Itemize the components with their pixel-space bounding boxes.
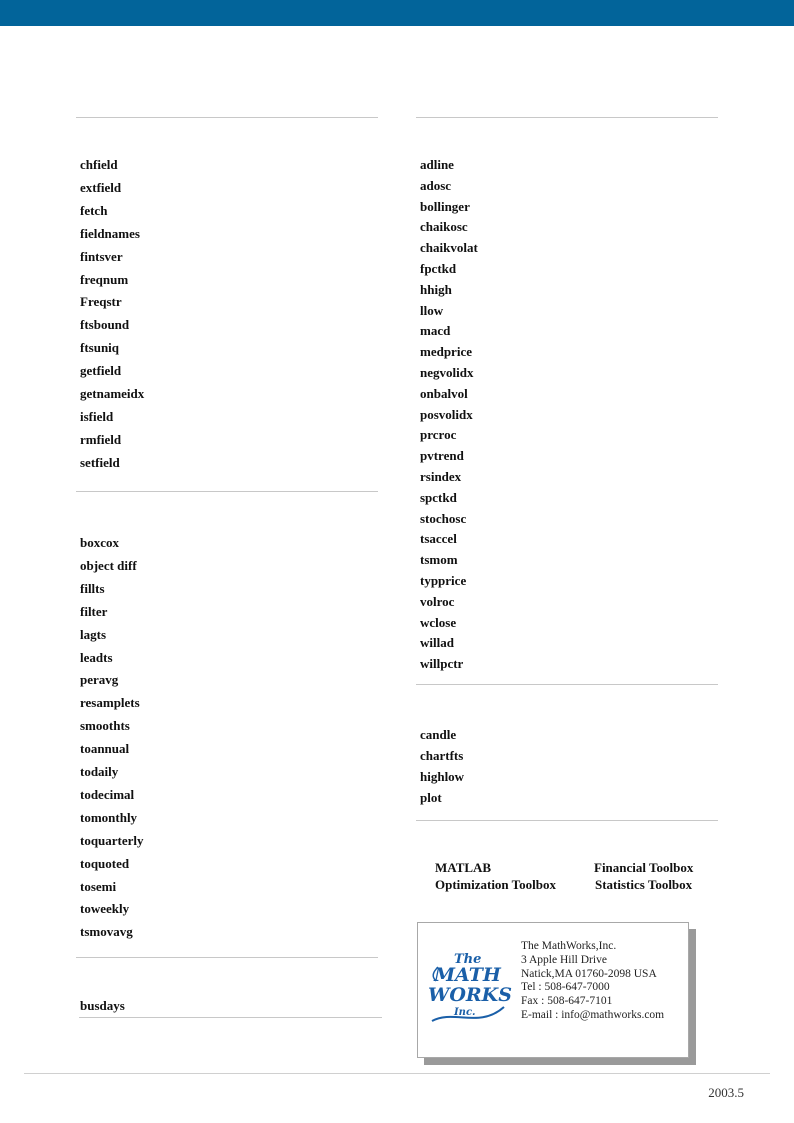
function-name: toquoted	[80, 855, 130, 871]
function-name: tomonthly	[80, 809, 138, 825]
toolbox-statistics: Statistics Toolbox	[595, 877, 693, 892]
function-name: extfield	[80, 179, 122, 195]
function-name: adline	[420, 157, 454, 172]
function-name: getnameidx	[80, 386, 145, 401]
function-name: rmfield	[80, 431, 122, 447]
function-name: getfield	[80, 363, 122, 379]
function-name: peravg	[80, 672, 119, 688]
function-name: bollinger	[420, 198, 470, 214]
function-name: chaikosc	[420, 219, 468, 235]
function-name: lagts	[80, 626, 106, 642]
function-name: willpctr	[420, 656, 464, 672]
function-name: setfield	[80, 454, 120, 470]
function-name: adosc	[420, 177, 452, 193]
function-name: fetch	[80, 202, 108, 218]
function-name: fpctkd	[420, 261, 457, 276]
function-name: object diff	[80, 557, 137, 573]
function-name: tosemi	[80, 878, 117, 894]
divider	[76, 117, 378, 118]
header-bar	[0, 0, 794, 26]
logo-math: MATH	[434, 964, 501, 986]
logo-the: The	[454, 952, 482, 967]
toolbox-financial: Financial Toolbox	[594, 860, 694, 875]
logo-inc: Inc.	[454, 1007, 476, 1018]
function-name: volroc	[420, 593, 455, 609]
function-name: smoothts	[80, 718, 130, 734]
function-name: spctkd	[420, 489, 457, 505]
function-name: rsindex	[420, 469, 462, 484]
function-name: isfield	[80, 408, 114, 424]
function-name: macd	[420, 323, 451, 339]
function-name: hhigh	[420, 281, 452, 297]
function-name: boxcox	[80, 535, 119, 550]
function-name: Freqstr	[80, 294, 122, 310]
function-name: toannual	[80, 741, 130, 757]
function-name: fillts	[80, 580, 105, 596]
footer-year: 2003.5	[708, 1085, 744, 1100]
function-name: chaikvolat	[420, 240, 478, 256]
company-name: The MathWorks,Inc.	[521, 940, 617, 952]
function-name: stochosc	[420, 510, 467, 526]
function-name: ftsuniq	[80, 340, 120, 356]
function-name: tsaccel	[420, 531, 457, 547]
mathworks-logo-icon	[424, 947, 514, 1027]
divider	[76, 491, 378, 492]
divider	[76, 957, 378, 958]
company-fax: Fax : 508-647-7101	[521, 995, 613, 1008]
company-email: E-mail : info@mathworks.com	[521, 1008, 665, 1021]
function-name: fieldnames	[80, 225, 140, 241]
function-name: todaily	[80, 764, 119, 779]
function-name: tsmovavg	[80, 924, 133, 940]
company-street: 3 Apple Hill Drive	[521, 953, 607, 966]
divider	[79, 1017, 382, 1018]
function-name: highlow	[420, 768, 465, 784]
function-name: onbalvol	[420, 385, 468, 401]
logo-works: WORKS	[428, 984, 512, 1006]
company-tel: Tel : 508-647-7000	[521, 981, 610, 994]
function-name: busdays	[80, 998, 125, 1013]
divider	[416, 820, 718, 821]
function-name: willad	[420, 635, 454, 651]
divider	[416, 117, 718, 118]
toolbox-matlab: MATLAB	[435, 860, 492, 875]
function-name: typprice	[420, 573, 467, 588]
function-name: resamplets	[80, 695, 140, 711]
company-address	[521, 940, 664, 1023]
company-city: Natick,MA 01760-2098 USA	[521, 967, 657, 980]
function-name: negvolidx	[420, 365, 474, 380]
function-name: fintsver	[80, 248, 123, 264]
function-name: freqnum	[80, 271, 129, 287]
divider	[416, 684, 718, 685]
function-name: chartfts	[420, 747, 464, 763]
function-name: plot	[420, 789, 442, 805]
function-name: toweekly	[80, 901, 130, 917]
function-name: filter	[80, 603, 108, 619]
function-name: candle	[420, 727, 457, 742]
company-card	[417, 922, 689, 1058]
function-name: tsmom	[420, 552, 458, 568]
function-name: wclose	[420, 614, 457, 630]
function-name: chfield	[80, 157, 118, 172]
function-name: prcroc	[420, 427, 457, 443]
function-name: toquarterly	[80, 832, 144, 848]
toolbox-optimization: Optimization Toolbox	[435, 877, 556, 892]
function-name: leadts	[80, 649, 113, 665]
footer-divider	[24, 1073, 770, 1074]
function-name: posvolidx	[420, 406, 473, 422]
function-name: medprice	[420, 344, 472, 360]
function-name: ftsbound	[80, 317, 130, 333]
function-name: todecimal	[80, 786, 135, 802]
function-name: pvtrend	[420, 448, 464, 464]
function-name: llow	[420, 302, 444, 318]
